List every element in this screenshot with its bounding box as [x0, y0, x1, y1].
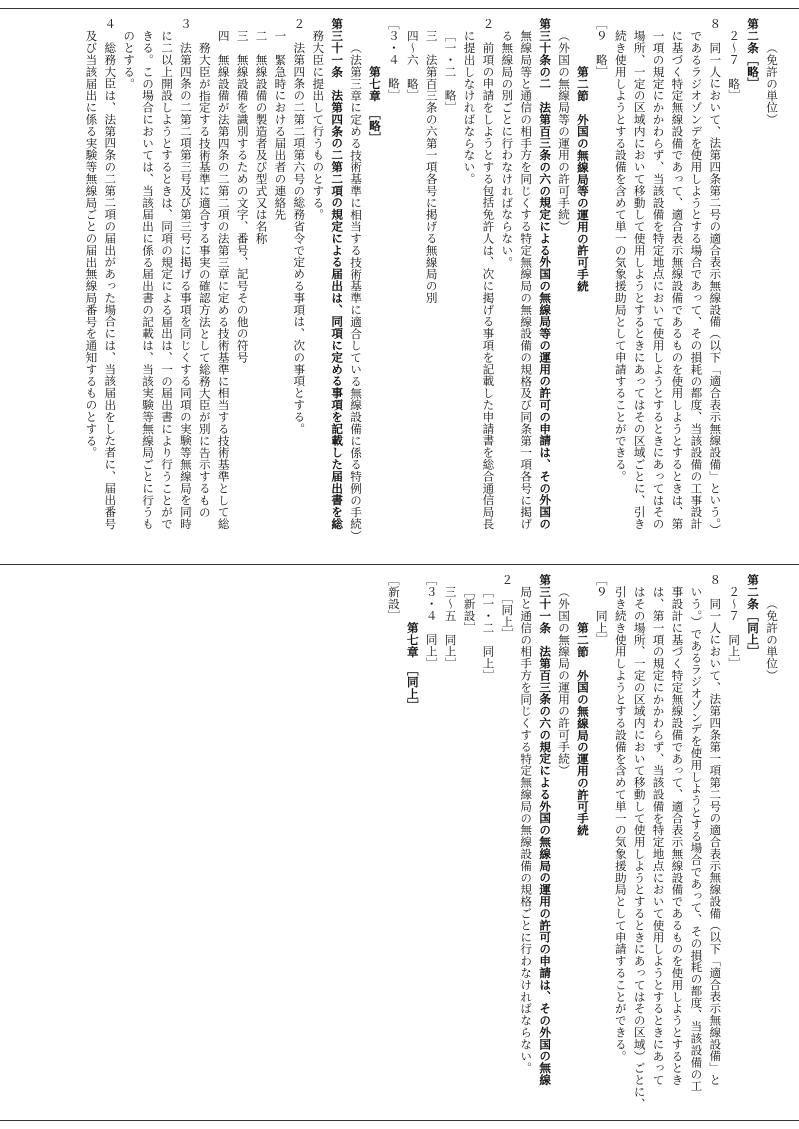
upper-text-line: きる。この場合においては、当該届出に係る届出書の記載は、当該実験等無線局ごとに行うも — [141, 30, 156, 530]
upper-text-line: 第二節 外国の無線局等の運用の許可手続 — [575, 66, 590, 293]
lower-text-line: 引き続き使用しようとする設備を含めて単一の気象援助局として申請することができる。 — [613, 586, 628, 1062]
lower-text-line: 三〜五 同上］ — [443, 586, 458, 670]
lower-text-line: いう。）であるラジオゾンデを使用しようとする場合であって、その損耗の都度、当該設備の工 — [689, 586, 704, 1092]
upper-text-line: （外国の無線局等の運用の許可手続） — [557, 30, 572, 233]
upper-text-line: 第三十一条 法第四条の二第二項の規定による届出は、同項に定める事項を記載した届出書を総 — [330, 18, 345, 530]
upper-text-line: 務大臣が指定する技術基準に適合する事実の確認方法として総務大臣が別に告示するもの — [197, 42, 212, 518]
lower-text-line: ［３・４ 同上］ — [424, 574, 439, 670]
upper-text-line: 四〜六 略］ — [405, 30, 420, 102]
upper-text-line: ２〜７ 略］ — [727, 30, 742, 102]
upper-text-line: 四 無線設備が法第四条の二第二項の法第三章に定める技術基準に相当する技術基準として総 — [216, 30, 231, 530]
upper-text-line: に基づく特定無線設備であって、適合表示無線設備であるものを使用しようとするときは、第 — [670, 30, 685, 530]
upper-text-line: 三 無線設備を識別するための文字、番号、記号その他の符号 — [235, 30, 250, 364]
lower-text-line: （外国の無線局の運用の許可手続） — [557, 586, 572, 777]
middle-rule — [0, 564, 799, 565]
upper-text-line: ２ 前項の申請をしようとする包括免許人は、次に掲げる事項を記載した申請書を総合通信局長 — [481, 18, 496, 530]
lower-text-line: 第三十一条 法第百三条の六の規定による外国の無線局の運用の許可の申請は、その外国の無線 — [538, 574, 553, 1086]
lower-text-line: ［新設］ — [386, 574, 401, 622]
lower-text-line: 局と通信の相手方を同じくする特定無線局の無線設備の規格ごとに行わなければならない。 — [519, 586, 534, 1074]
lower-text-line: 第二節 外国の無線局の運用の許可手続 — [575, 622, 590, 837]
upper-text-line: 第三十条の二 法第百三条の六の規定による外国の無線局等の運用の許可の申請は、その外国の — [538, 18, 553, 530]
upper-text-line: る無線局の別ごとに行わなければならない。 — [500, 30, 515, 268]
lower-text-line: ［新設］ — [462, 586, 477, 634]
upper-text-line: 無線局等と通信の相手方を同じくする特定無線局の無線設備の規格及び同条第一項各号に掲げ — [519, 30, 534, 530]
upper-text-line: 場所、一定の区域内において移動して使用しようとするときにあってはその区域ごとに、引き — [632, 30, 647, 530]
current-text-panel — [18, 574, 781, 1114]
lower-text-line: ２〜７ 同上］ — [727, 586, 742, 670]
lower-text-line: ８ 同一人において、法第四条第一項第二号の適合表示無線設備（以下「適合表示無線設備」と — [708, 574, 723, 1086]
upper-text-line: のとする。 — [122, 30, 137, 90]
upper-text-line: であるラジオゾンデを使用しようとする場合であって、その損耗の都度、当該設備の工事設計 — [689, 30, 704, 530]
upper-text-line: ３ 法第四条の二第二項第三号及び第三号に掲げる事項を同じくする同項の実験等無線局を同時 — [178, 18, 193, 530]
upper-text-line: 二 無線設備の製造者及び型式又は名称 — [254, 30, 269, 245]
lower-text-line: 第七章 ［同上］ — [405, 622, 420, 712]
upper-text-line: 一 緊急時における届出者の連絡先 — [273, 30, 288, 221]
lower-text-line: ２ ［同上］ — [500, 574, 515, 640]
upper-text-line: ［一・二 略］ — [443, 30, 458, 114]
lower-text-line: （免許の単位） — [765, 598, 779, 682]
upper-text-line: ２ 法第四条の二第二項第六号の総務省令で定める事項は、次の事項とする。 — [292, 18, 307, 435]
upper-text-line: に提出しなければならない。 — [462, 30, 477, 185]
upper-text-line: ［９ 略］ — [594, 18, 609, 78]
upper-text-line: 一項の規定にかかわらず、当該設備を特定地点において使用しようとするときにあってはその — [651, 30, 666, 530]
lower-text-line: 第二条［同上］ — [746, 574, 761, 658]
lower-text-line: ［一・二 同上］ — [481, 586, 496, 682]
upper-text-line: 続き使用しようとする設備を含めて単一の気象援助局として申請することができる。 — [613, 30, 628, 483]
revised-text-panel — [18, 18, 781, 558]
upper-text-line: ［３・４ 略］ — [386, 18, 401, 102]
upper-text-line: （免許の単位） — [765, 42, 779, 126]
upper-text-line: ８ 同一人において、法第四条第二号の適合表示無線設備（以下「適合表示無線設備」という。） — [708, 18, 723, 536]
upper-text-line: ４ 総務大臣は、法第四条の二第二項の届出があった場合には、当該届出をした者に、届出番号 — [103, 18, 118, 530]
upper-text-line: 及び当該届出に係る実験等無線局ごとの届出無線局番号を通知するものとする。 — [84, 30, 99, 459]
top-rule — [0, 8, 799, 9]
lower-text-line: はその場所、一定の区域内において移動して使用しようとするときにあってはその区域）ごとに、 — [632, 586, 647, 1110]
lower-text-line: ［９ 同上］ — [594, 574, 609, 646]
lower-text-line: 事設計に基づく特定無線設備であって、適合表示無線設備であるものを使用しようとするとき — [670, 586, 685, 1086]
upper-text-line: （法第三章に定める技術基準に相当する技術基準に適合している無線設備に係る特例の手続） — [349, 42, 364, 542]
upper-text-line: 第七章 ［略］ — [367, 66, 382, 144]
bottom-rule — [0, 1120, 799, 1121]
upper-text-line: に二以上開設しようとするときは、同項の規定による届出は、一の届出書により行うことがで — [160, 30, 174, 530]
upper-text-line: 第二条［略］ — [746, 18, 761, 90]
upper-text-line: 務大臣に提出して行うものとする。 — [311, 30, 326, 221]
lower-text-line: は、第一項の規定にかかわらず、当該設備を特定地点において使用しようとするときにあって — [651, 586, 666, 1086]
upper-text-line: 三 法第百三条の六第一項各号に掲げる無線局の別 — [424, 30, 439, 304]
